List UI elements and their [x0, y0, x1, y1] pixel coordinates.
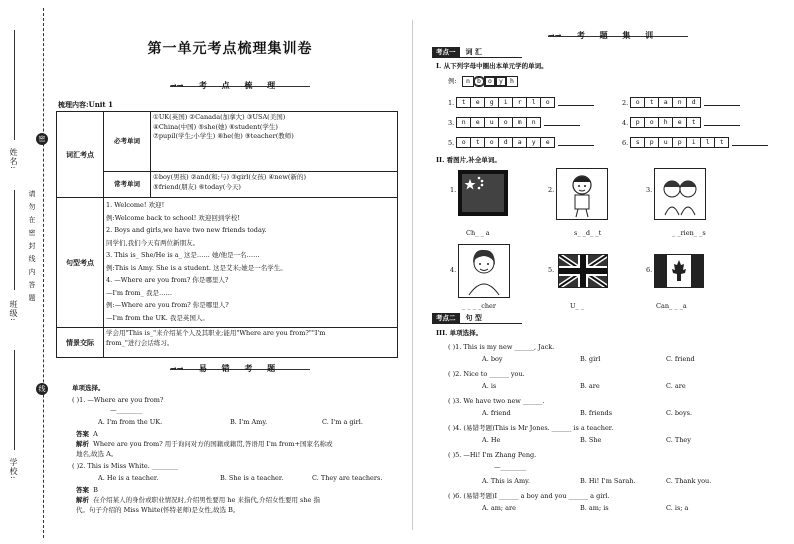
review-scope: 梳理内容:Unit 1 — [58, 100, 113, 109]
q2-option-b: B. She is a teacher. — [220, 474, 284, 482]
seal-line — [43, 8, 44, 538]
banner-review: →→ 考 点 梳 理 — [170, 80, 310, 92]
q2-analysis-2: 代。句子介绍的 Miss White(怀特老师)是女性,故选 B。 — [76, 506, 240, 514]
uk-flag-image — [558, 254, 608, 288]
mcq-2-option-c: C. are — [666, 382, 686, 390]
mcq-3-stem: ( )3. We have two new ______. — [448, 397, 545, 405]
pic-2-num: 2. — [548, 186, 555, 194]
sentence-points: 1. Welcome! 欢迎! 例:Welcome back to school! 欢迎回到学校! 2. Boys and girls,we have two new friends today. 同学们,我们今天有两位新朋友。 3. This is_ She/He is a_ 这是…… 她/他是一名…… 例:This is Amy. She is a student. 这是艾米;她是一名学生。 4. —Where are you from? 你是哪里人? —I'm from_ 我是…… 例:—Where are you from? 你是哪里人? —I'm from the UK. 我是英国人。 — [104, 198, 398, 328]
mcq-3-option-a: A. friend — [482, 409, 511, 417]
puzzle-5[interactable]: 5. o t o d a y e — [448, 137, 594, 148]
pic-1-caption: Ch_ _ a — [466, 229, 490, 237]
mcq-1-option-c: C. friend — [666, 355, 695, 363]
q1-analysis: 解析 Where are you from? 用于询问对方的国籍或籍贯,答语用 I'm from+国家名称或 — [76, 440, 333, 448]
mcq-5-option-a: A. This is Amy. — [482, 477, 531, 485]
mcq-2-stem: ( )2. Nice to ______ you. — [448, 370, 525, 378]
banner-arrow-icon: →→ — [170, 80, 184, 90]
mcq-1-option-b: B. girl — [580, 355, 601, 363]
q2-answer: 答案 B — [76, 486, 98, 494]
mcq-1-option-a: A. boy — [482, 355, 503, 363]
puzzle-1[interactable]: 1. t e g i r l o — [448, 97, 594, 108]
student-image — [556, 168, 608, 220]
q2-stem: ( )2. This is Miss White. ________ — [72, 462, 178, 470]
mcq-4-stem: ( )4. (易错考题)This is Mr Jones. ______ is a teacher. — [448, 424, 614, 432]
pic-4-caption: _ _ _ _cher — [462, 302, 496, 310]
situation-text: 学会用"This is_"来介绍某个人及其职业;能用"Where are you from?""I'm from_"进行会话练习。 — [104, 328, 398, 358]
part3-instruction: III. 单项选择。 — [436, 329, 483, 337]
pic-1-num: 1. — [450, 186, 457, 194]
pic-2-caption: s_ _d_ _t — [574, 229, 602, 237]
mcq-3-option-c: C. boys. — [666, 409, 693, 417]
situation-category: 情景交际 — [57, 328, 104, 358]
puzzle-3[interactable]: 3. n e u o m n — [448, 117, 580, 128]
class-label: 班级: — [9, 300, 18, 322]
common-words: ①boy(男孩) ②and(和;与) ③girl(女孩) ④new(新的) ⑤friend(朋友) ⑥today(今天) — [151, 172, 398, 198]
seal-mark-top: 密 — [36, 133, 48, 145]
mcq-2-option-a: A. is — [482, 382, 497, 390]
name-blank — [14, 30, 15, 140]
part1-instruction: I. 从下列字母中圈出本单元学的单词。 — [436, 62, 548, 70]
name-label: 姓名: — [9, 148, 18, 170]
mcq-6-option-b: B. am; is — [580, 504, 609, 512]
mcq-5-option-c: C. Thank you. — [666, 477, 712, 485]
section-sentences: 考点二 句 型 — [432, 313, 522, 323]
q1-stem: ( )1. —Where are you from? — [72, 396, 164, 404]
q2-analysis: 解析 在介绍某人的身份或职业情况时,介绍男性要用 he 来指代,介绍女性要用 she 指 — [76, 496, 320, 504]
teacher-image — [458, 244, 510, 298]
mcq-5-stem: ( )5. —Hi! I'm Zhang Peng. — [448, 451, 537, 459]
banner-arrow-icon: →→ — [548, 30, 562, 40]
mcq-5-option-b: B. Hi! I'm Sarah. — [580, 477, 636, 485]
must-words: ①UK(英国) ②Canada(加拿大) ③USA(美国) ④China(中国) ⑤she(她) ⑥student(学生) ⑦pupil(学生;小学生) ⑧he(他) ⑨teacher(教师) — [151, 112, 398, 172]
example-letter-grid: n b o y h — [462, 76, 517, 87]
pic-6-num: 6. — [646, 266, 653, 274]
mcq-6-option-a: A. am; are — [482, 504, 516, 512]
q2-option-c: C. They are teachers. — [312, 474, 383, 482]
pic-3-num: 3. — [646, 186, 653, 194]
vocab-category: 词汇考点 — [57, 112, 104, 198]
banner-practice: →→ 考 题 集 训 — [548, 30, 688, 42]
school-blank — [14, 350, 15, 450]
banner-arrow-icon: →→ — [170, 363, 184, 373]
puzzle-6[interactable]: 6. s p u p i l t — [622, 137, 768, 148]
mcq-1-stem: ( )1. This is my new ______, Jack. — [448, 343, 555, 351]
warning-text: 请勿在密封线内答题 — [28, 190, 36, 307]
pic-6-caption: Can_ _ _a — [656, 302, 687, 310]
example-label: 例: — [448, 77, 457, 85]
class-blank — [14, 190, 15, 290]
review-table — [56, 111, 398, 358]
canada-flag-image — [654, 254, 704, 288]
binding-margin — [0, 0, 50, 544]
mcq-5-blank: —________ — [494, 463, 527, 471]
mcq-4-option-b: B. She — [580, 436, 602, 444]
sentence-category: 句型考点 — [57, 198, 104, 328]
page-divider — [412, 20, 413, 530]
mcq-4-option-a: A. He — [482, 436, 501, 444]
mcq-6-option-c: C. is; a — [666, 504, 689, 512]
mcq-2-option-b: B. are — [580, 382, 600, 390]
part2-instruction: II. 看图片,补全单词。 — [436, 156, 501, 164]
pic-3-caption: _ _rien_ _s — [672, 229, 706, 237]
section-vocab: 考点一 词 汇 — [432, 47, 522, 57]
banner-errors: →→ 易 错 考 题 — [170, 363, 310, 375]
friends-image — [654, 168, 706, 220]
q1-analysis-2: 地名,故选 A。 — [76, 450, 118, 458]
page-title: 第一单元考点梳理集训卷 — [147, 41, 313, 57]
school-label: 学校: — [9, 458, 18, 480]
pic-4-num: 4. — [450, 266, 457, 274]
mcq-3-option-b: B. friends — [580, 409, 613, 417]
error-intro: 单项选择。 — [72, 384, 105, 392]
seal-mark-bottom: 线 — [36, 383, 48, 395]
q1-blank: —________ — [110, 406, 143, 414]
q2-option-a: A. He is a teacher. — [98, 474, 159, 482]
pic-5-caption: U_ _ — [570, 302, 585, 310]
puzzle-4[interactable]: 4. p o h e t — [622, 117, 740, 128]
q1-answer: 答案 A — [76, 430, 98, 438]
q1-option-c: C. I'm a girl. — [322, 418, 363, 426]
pic-5-num: 5. — [548, 266, 555, 274]
mcq-4-option-c: C. They — [666, 436, 691, 444]
china-flag-image — [458, 168, 508, 218]
q1-option-b: B. I'm Amy. — [230, 418, 268, 426]
must-label: 必考单词 — [104, 112, 151, 172]
puzzle-2[interactable]: 2. o t a n d — [622, 97, 740, 108]
common-label: 常考单词 — [104, 172, 151, 198]
q1-option-a: A. I'm from the UK. — [98, 418, 163, 426]
mcq-6-stem: ( )6. (易错考题)I ______ a boy and you ______ a girl. — [448, 492, 610, 500]
